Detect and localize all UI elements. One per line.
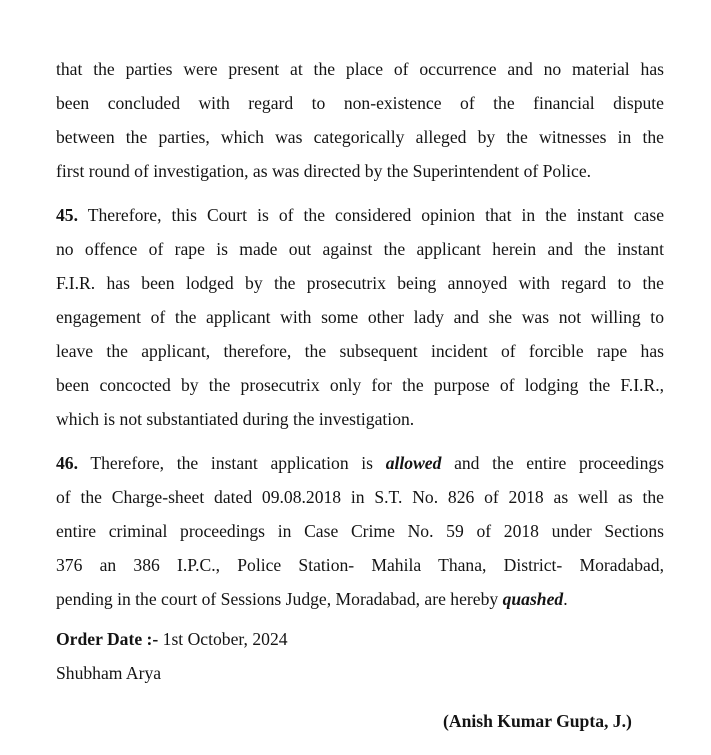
text-line: been concocted by the prosecutrix only for the purpose of lodging the F.I.R., bbox=[56, 375, 664, 395]
signer-name: Shubham Arya bbox=[56, 663, 162, 683]
order-date-label: Order Date :- bbox=[56, 629, 159, 649]
text-line: no offence of rape is made out against the applicant herein and the instant bbox=[56, 239, 664, 259]
text-run: Therefore, the instant application is bbox=[78, 453, 386, 473]
intro-paragraph bbox=[56, 52, 664, 188]
text-line: F.I.R. has been lodged by the prosecutrix being annoyed with regard to the bbox=[56, 273, 664, 293]
text-line: been concluded with regard to non-existence of the financial dispute bbox=[56, 93, 664, 113]
paragraph-46 bbox=[56, 446, 664, 616]
allowed-emphasis: allowed bbox=[385, 453, 442, 473]
text-run: . bbox=[563, 589, 568, 609]
text-line bbox=[56, 198, 664, 232]
text-line: that the parties were present at the place of occurrence and no material has bbox=[56, 59, 664, 79]
text-line: 376 an 386 I.P.C., Police Station- Mahila Thana, District- Moradabad, bbox=[56, 555, 664, 575]
text-line bbox=[56, 582, 664, 616]
judge-signature-block: (Anish Kumar Gupta, J.) bbox=[443, 711, 632, 731]
text-run: pending in the court of Sessions Judge, Moradabad, are hereby bbox=[56, 589, 503, 609]
text-line: of the Charge-sheet dated 09.08.2018 in S.T. No. 826 of 2018 as well as the bbox=[56, 487, 664, 507]
text-line: entire criminal proceedings in Case Crime No. 59 of 2018 under Sections bbox=[56, 521, 664, 541]
paragraph-number: 46. bbox=[56, 453, 78, 473]
order-date bbox=[56, 622, 664, 656]
paragraph-number: 45. bbox=[56, 205, 78, 225]
text-run: Therefore, this Court is of the considered opinion that in the instant case bbox=[78, 205, 664, 225]
text-line: leave the applicant, therefore, the subsequent incident of forcible rape has bbox=[56, 341, 664, 361]
text-line: first round of investigation, as was directed by the Superintendent of Police. bbox=[56, 161, 592, 181]
order-date-value: 1st October, 2024 bbox=[158, 629, 288, 649]
text-line: between the parties, which was categorically alleged by the witnesses in the bbox=[56, 127, 664, 147]
judgment-page bbox=[56, 52, 664, 690]
text-line: engagement of the applicant with some other lady and she was not willing to bbox=[56, 307, 664, 327]
text-run: and the entire proceedings bbox=[441, 453, 665, 473]
quashed-emphasis: quashed bbox=[502, 589, 564, 609]
text-line: which is not substantiated during the investigation. bbox=[56, 409, 415, 429]
paragraph-45 bbox=[56, 198, 664, 436]
text-line bbox=[56, 446, 664, 480]
